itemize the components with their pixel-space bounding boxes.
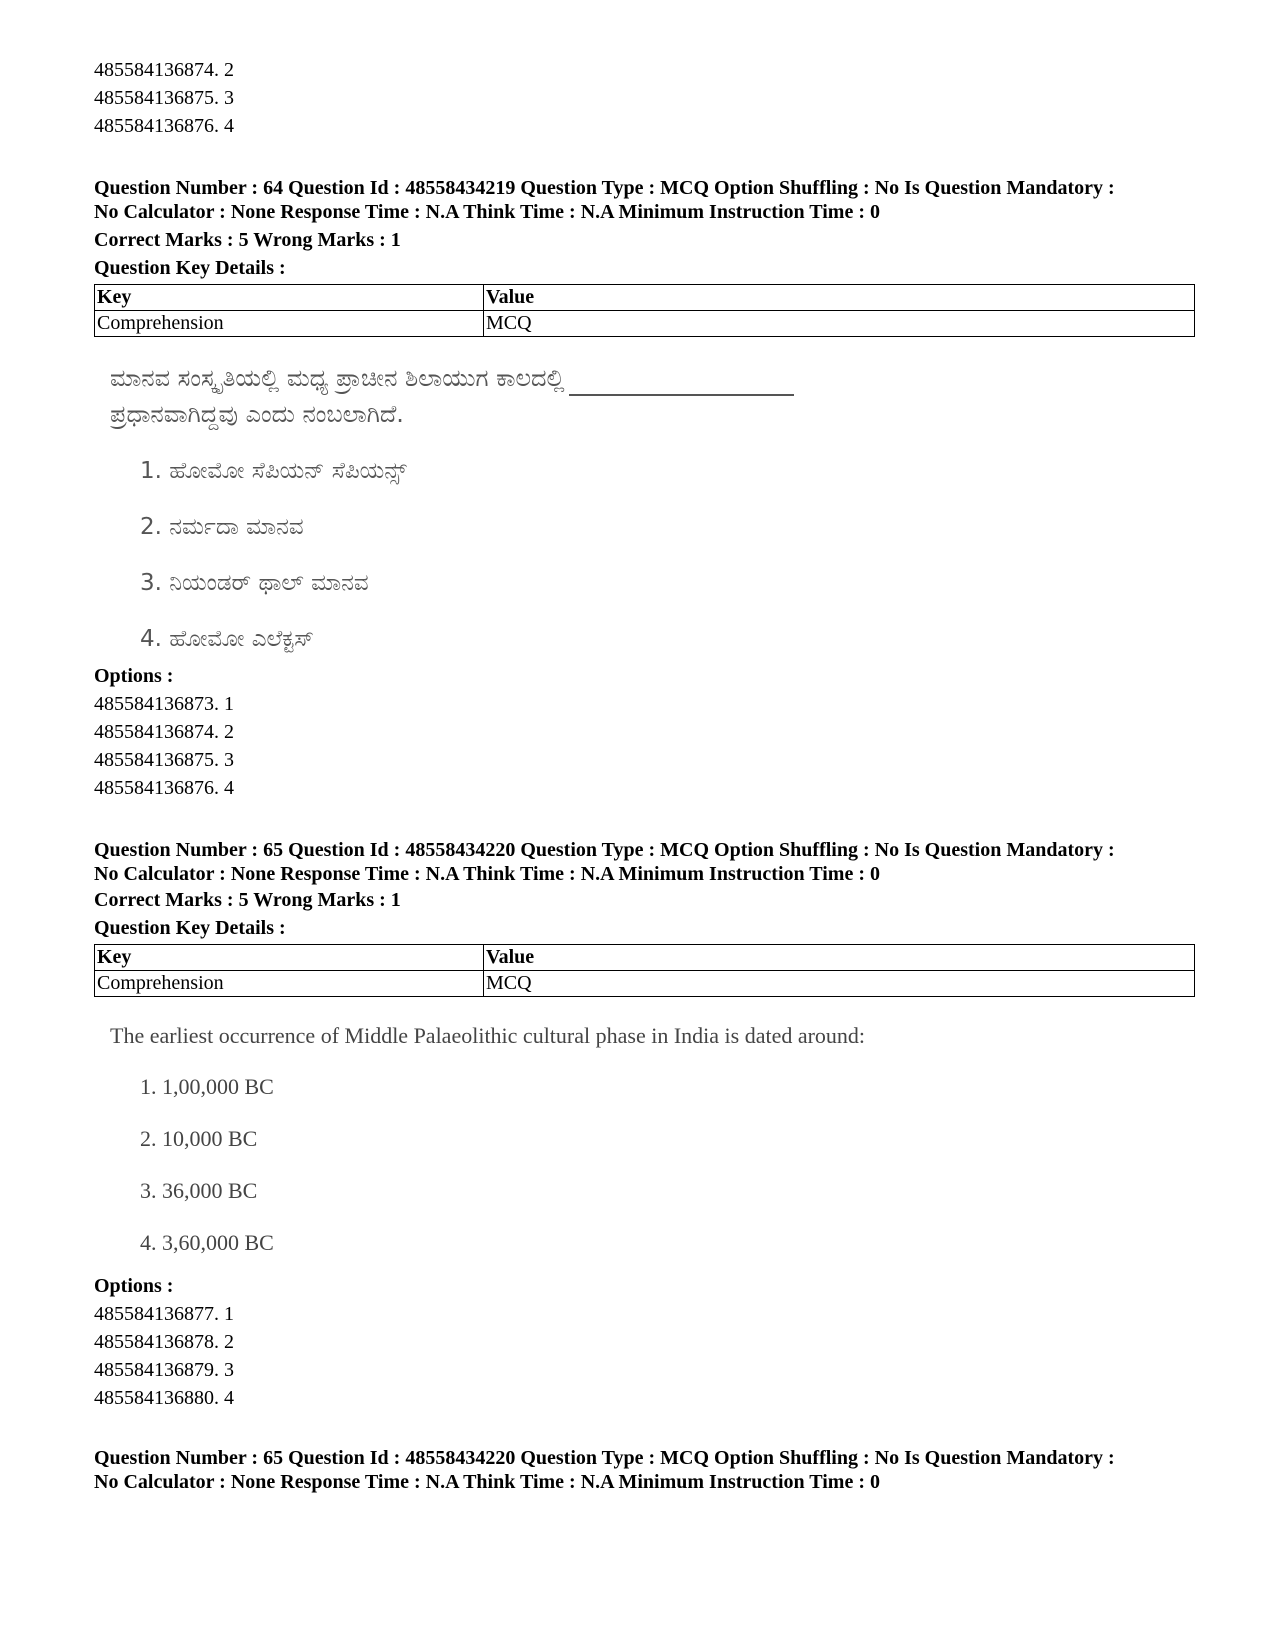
prev-options-list — [94, 56, 1194, 140]
q64-header-line1: Question Number : 64 Question Id : 48558434219 Question Type : MCQ Option Shuffling : No Is Question Mandatory : — [94, 177, 1115, 199]
table-row — [95, 285, 1195, 311]
q65-question-image — [94, 1018, 1194, 1258]
q64-key-table-wrap — [94, 280, 1194, 337]
q65-header — [94, 838, 1194, 886]
q64-options-label: Options : — [94, 665, 174, 687]
q64-choice-2: 2. ನರ್ಮದಾ ಮಾನವ — [140, 514, 304, 540]
q65-choice-2: 2. 10,000 BC — [140, 1126, 258, 1151]
q65-key-table-wrap — [94, 940, 1194, 997]
option-item: 485584136874. 2 — [94, 721, 234, 743]
q64-choice-3: 3. ನಿಯಂಡರ್ ಥಾಲ್ ಮಾನವ — [140, 570, 369, 596]
q64-question-image — [94, 360, 1194, 654]
q64-choice-4: 4. ಹೋಮೋ ಎಲೆಕ್ಟಸ್ — [140, 626, 314, 652]
value-header: Value — [484, 285, 1195, 311]
option-item: 485584136875. 3 — [94, 749, 234, 771]
q65-choice-1: 1. 1,00,000 BC — [140, 1074, 274, 1099]
q65-header-line1: Question Number : 65 Question Id : 48558434220 Question Type : MCQ Option Shuffling : No Is Question Mandatory : — [94, 839, 1115, 861]
q65-repeat-header — [94, 1446, 1194, 1494]
key-cell: Comprehension — [95, 311, 484, 337]
option-item: 485584136874. 2 — [94, 59, 234, 81]
q65-key-details-label: Question Key Details : — [94, 917, 286, 939]
q65-choice-3: 3. 36,000 BC — [140, 1178, 258, 1203]
q64-marks: Correct Marks : 5 Wrong Marks : 1 — [94, 229, 401, 251]
key-header: Key — [95, 945, 484, 971]
option-item: 485584136876. 4 — [94, 115, 234, 137]
q65-repeat-header-line1: Question Number : 65 Question Id : 48558434220 Question Type : MCQ Option Shuffling : No Is Question Mandatory : — [94, 1447, 1115, 1469]
option-item: 485584136876. 4 — [94, 777, 234, 799]
option-item: 485584136875. 3 — [94, 87, 234, 109]
q65-stem: The earliest occurrence of Middle Palaeolithic cultural phase in India is dated around: — [110, 1023, 866, 1048]
q65-marks: Correct Marks : 5 Wrong Marks : 1 — [94, 889, 401, 911]
option-item: 485584136877. 1 — [94, 1303, 234, 1325]
answer-blank — [569, 374, 794, 396]
q64-choice-1: 1. ಹೋಮೋ ಸೆಪಿಯನ್ ಸೆಪಿಯನ್ಸ್ — [140, 458, 407, 484]
q64-key-table — [94, 284, 1195, 337]
option-item: 485584136878. 2 — [94, 1331, 234, 1353]
q65-key-table — [94, 944, 1195, 997]
q64-header — [94, 176, 1194, 224]
q65-choice-4: 4. 3,60,000 BC — [140, 1230, 274, 1255]
q65-options-list — [94, 1300, 1194, 1412]
q64-stem-line1: ಮಾನವ ಸಂಸ್ಕೃತಿಯಲ್ಲಿ ಮಧ್ಯ ಪ್ರಾಚೀನ ಶಿಲಾಯುಗ ಕಾಲದಲ್ಲಿ — [110, 364, 565, 392]
q65-repeat-header-line2: No Calculator : None Response Time : N.A Think Time : N.A Minimum Instruction Time : 0 — [94, 1471, 880, 1493]
q64-key-details-label: Question Key Details : — [94, 257, 286, 279]
option-item: 485584136873. 1 — [94, 693, 234, 715]
q65-options-label: Options : — [94, 1275, 174, 1297]
value-header: Value — [484, 945, 1195, 971]
value-cell: MCQ — [484, 311, 1195, 337]
option-item: 485584136880. 4 — [94, 1387, 234, 1409]
q64-stem-line2: ಪ್ರಧಾನವಾಗಿದ್ದವು ಎಂದು ನಂಬಲಾಗಿದೆ. — [110, 400, 404, 428]
table-row — [95, 311, 1195, 337]
option-item: 485584136879. 3 — [94, 1359, 234, 1381]
table-row — [95, 945, 1195, 971]
key-header: Key — [95, 285, 484, 311]
q64-options-list — [94, 690, 1194, 802]
q64-stem — [94, 360, 1194, 396]
q64-header-line2: No Calculator : None Response Time : N.A Think Time : N.A Minimum Instruction Time : 0 — [94, 201, 880, 223]
table-row — [95, 971, 1195, 997]
q65-header-line2: No Calculator : None Response Time : N.A Think Time : N.A Minimum Instruction Time : 0 — [94, 863, 880, 885]
value-cell: MCQ — [484, 971, 1195, 997]
key-cell: Comprehension — [95, 971, 484, 997]
